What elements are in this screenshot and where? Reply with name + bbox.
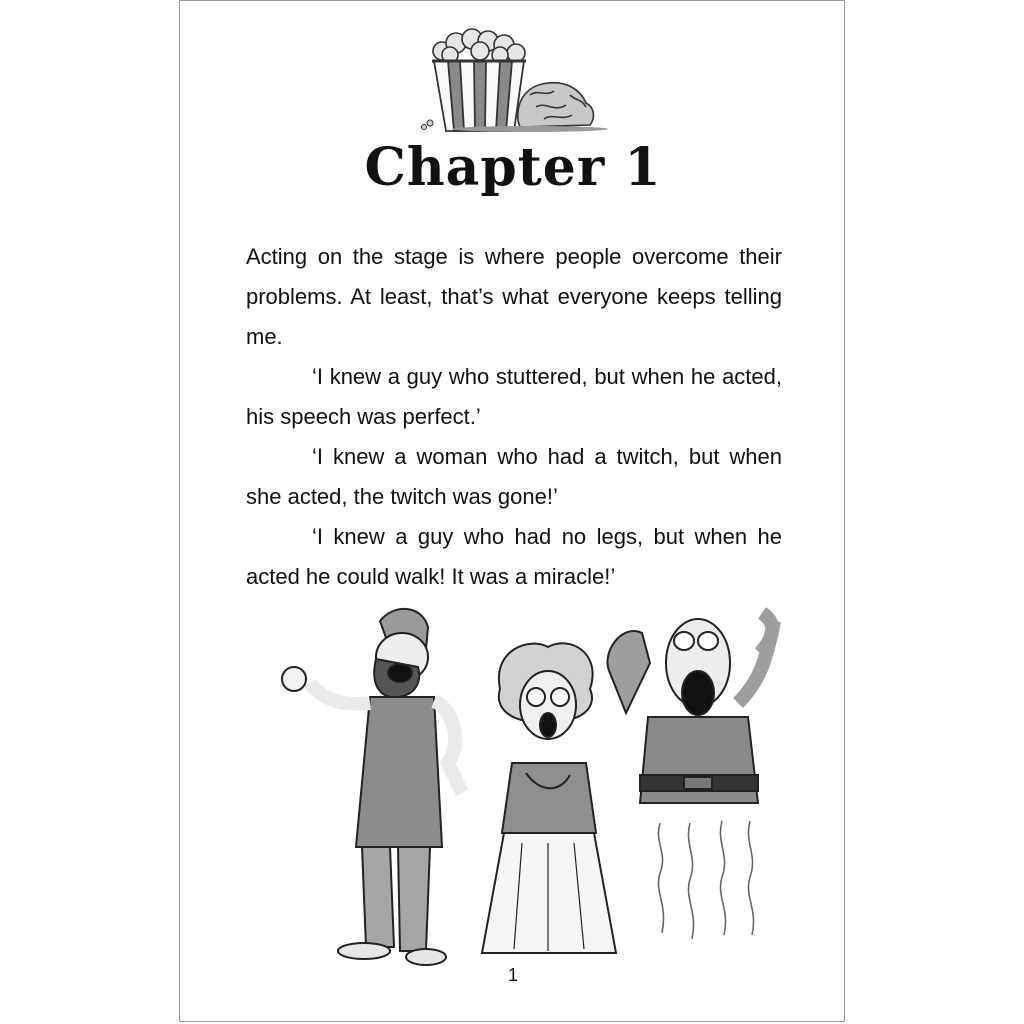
old-man-figure [608,613,774,939]
body-text [246,237,782,597]
book-page [179,0,845,1022]
paragraph-intro: Acting on the stage is where people overcome their problems. At least, that’s what everyone keeps telling me. [246,244,782,349]
woman-figure [482,643,616,953]
popcorn-brain-icon [420,25,620,137]
brain-icon [518,83,594,127]
paragraph-quote-stutter: ‘I knew a guy who stuttered, but when he acted, his speech was perfect.’ [246,364,782,429]
page-number: 1 [507,965,518,985]
bearded-man-figure [282,609,462,965]
popcorn-icon [433,29,525,63]
paragraph-quote-twitch: ‘I knew a woman who had a twitch, but when she acted, the twitch was gone!’ [246,444,782,509]
actors-illustration [230,593,790,973]
chapter-title: Chapter 1 [364,137,662,198]
popcorn-bucket-icon [432,61,526,131]
paragraph-quote-legs: ‘I knew a guy who had no legs, but when he acted he could walk! It was a miracle!’ [246,524,782,589]
